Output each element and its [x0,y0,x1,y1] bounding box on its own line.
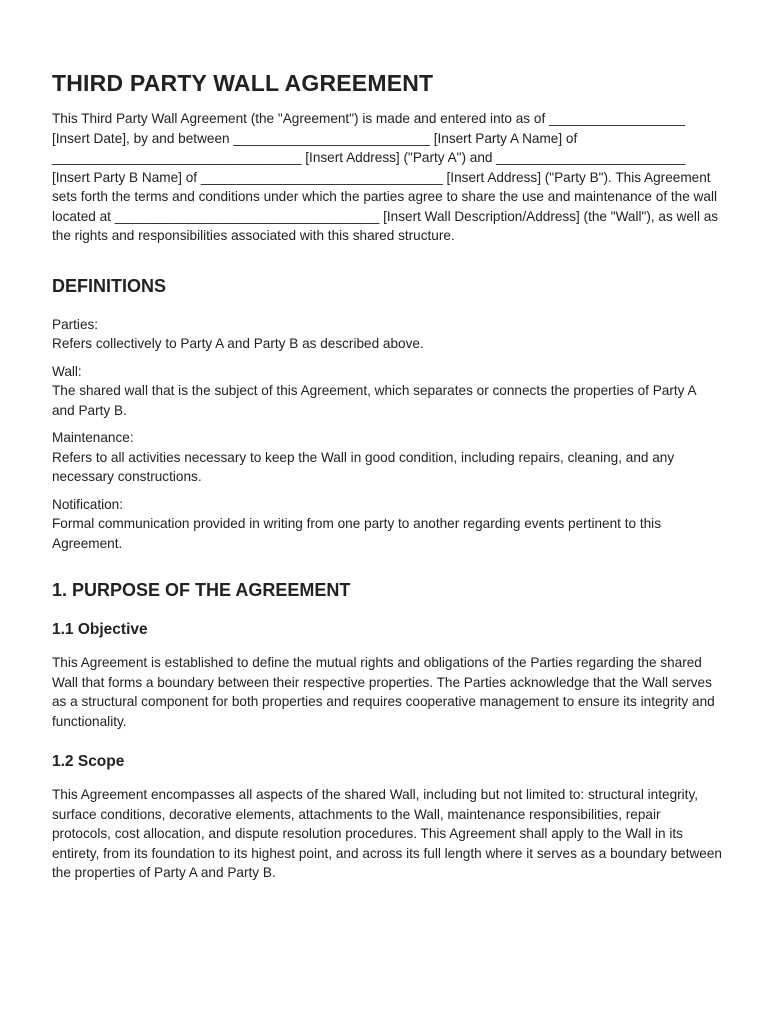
definition-item [52,315,722,354]
definition-term: Parties: [52,316,99,332]
objective-paragraph: This Agreement is established to define the mutual rights and obligations of the Parties regarding the shared Wall that forms a boundary between their respective properties. The Parties acknowledge that the Wall serves as a structural component for both properties and requires cooperative management to ensure its integrity and functionality. [52,655,715,729]
objective-heading: 1.1 Objective [52,621,148,638]
definition-term: Notification: [52,496,124,512]
definition-text: The shared wall that is the subject of this Agreement, which separates or connects the properties of Party A and Party B. [52,383,696,418]
intro-section [52,109,722,246]
definition-text: Formal communication provided in writing from one party to another regarding events pertinent to this Agreement. [52,516,662,551]
scope-heading: 1.2 Scope [52,753,125,770]
definition-term: Wall: [52,363,82,379]
scope-paragraph: This Agreement encompasses all aspects of the shared Wall, including but not limited to: structural integrity, surface conditions, decorative elements, attachments to the Wall, maintenance responsibilities, repair protocols, cost allocation, and dispute resolution procedures. This Agreement shall apply to the Wall in its entirety, from its foundation to its highest point, and across its full length where it serves as a boundary between the properties of Party A and Party B. [52,787,722,880]
definitions-heading: DEFINITIONS [52,275,167,296]
section-1-heading: 1. PURPOSE OF THE AGREEMENT [52,580,351,600]
definition-term: Maintenance: [52,430,134,445]
definition-item [52,428,722,487]
definition-text: Refers collectively to Party A and Party B as described above. [52,336,424,351]
intro-paragraph: This Third Party Wall Agreement (the "Agreement") is made and entered into as of __________________ [Insert Date], by and between __________________________ [Insert Party A Name] of _________________________________ [Insert Address] ("Party A") and _________________________ [Insert Party B Name] of ________________________________ [Insert Address] ("Party B"). This Agreement sets forth the terms and conditions under which the parties agree to share the use and maintenance of the wall located at ___________________________________ [Insert Wall Description/Address] (the "Wall"), as well as the rights and responsibilities associated with this shared structure. [52,111,719,243]
document-title: THIRD PARTY WALL AGREEMENT [52,70,434,96]
definitions-list [52,315,722,554]
definition-text: Refers to all activities necessary to keep the Wall in good condition, including repairs, cleaning, and any necessary constructions. [52,449,675,484]
definition-item [52,495,722,554]
definition-item [52,362,722,421]
